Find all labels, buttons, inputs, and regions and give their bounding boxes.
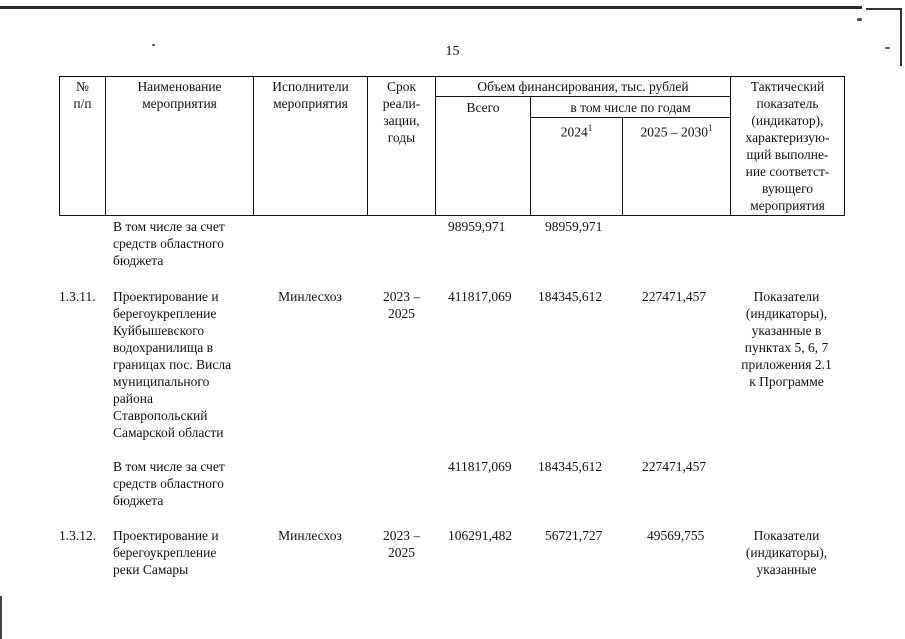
header-indicator: Тактический показатель (индикатор), характеризую- щий выполне- ние соответст- вующего мероприятия (745, 79, 830, 213)
row-2024: 56721,727 (545, 528, 603, 543)
row-total: 411817,069 (448, 289, 512, 304)
row-term: 2023 – 2025 (382, 528, 421, 560)
row-2025-2030: 49569,755 (647, 528, 705, 543)
header-2024-label: 2024 (560, 124, 588, 140)
scan-border-top (0, 6, 862, 9)
row-name: В том числе за счет средств областного бюджета (113, 459, 225, 508)
row-name: В том числе за счет средств областного бюджета (113, 219, 225, 268)
row-term: 2023 – 2025 (382, 289, 421, 321)
header-name: Наименование мероприятия (137, 79, 222, 111)
row-num: 1.3.12. (59, 528, 97, 543)
header-funding: Объем финансирования, тыс. рублей (477, 79, 689, 94)
row-total: 98959,971 (448, 219, 506, 234)
row-executor: Минлесхоз (278, 528, 342, 543)
header-2025-2030 (623, 120, 730, 141)
header-2025-footnote: 1 (708, 123, 713, 133)
header-executor: Исполнители мероприятия (272, 79, 349, 111)
row-2024: 184345,612 (538, 289, 603, 304)
row-total: 411817,069 (448, 459, 512, 474)
header-2025-label: 2025 – 2030 (640, 124, 708, 140)
header-2024-footnote: 1 (587, 123, 593, 133)
row-num: 1.3.11. (59, 289, 96, 304)
table-header (59, 76, 845, 216)
row-indicator: Показатели (индикаторы), указанные в пунктах 5, 6, 7 приложения 2.1 к Программе (741, 289, 832, 389)
header-total: Всего (466, 100, 500, 115)
row-indicator: Показатели (индикаторы), указанные (745, 528, 828, 577)
header-num: № п/п (73, 79, 92, 111)
row-executor: Минлесхоз (278, 289, 342, 304)
header-2024 (531, 120, 622, 141)
row-name: Проектирование и берегоукрепление Куйбышевского водохранилища в границах пос. Висла муниципального района Ставропольский Самарской области (113, 289, 232, 440)
row-2025-2030: 227471,457 (642, 459, 707, 474)
header-term: Срок реали- зации, годы (382, 79, 421, 145)
row-name: Проектирование и берегоукрепление реки Самары (113, 528, 219, 577)
page-number: 15 (445, 44, 460, 59)
row-total: 106291,482 (448, 528, 513, 543)
scan-border-left (0, 596, 2, 639)
scan-speck (857, 18, 862, 21)
header-by-years: в том числе по годам (570, 100, 691, 115)
row-2024: 98959,971 (545, 219, 603, 234)
row-2024: 184345,612 (538, 459, 603, 474)
row-2025-2030: 227471,457 (642, 289, 707, 304)
scan-border-corner (866, 8, 902, 10)
